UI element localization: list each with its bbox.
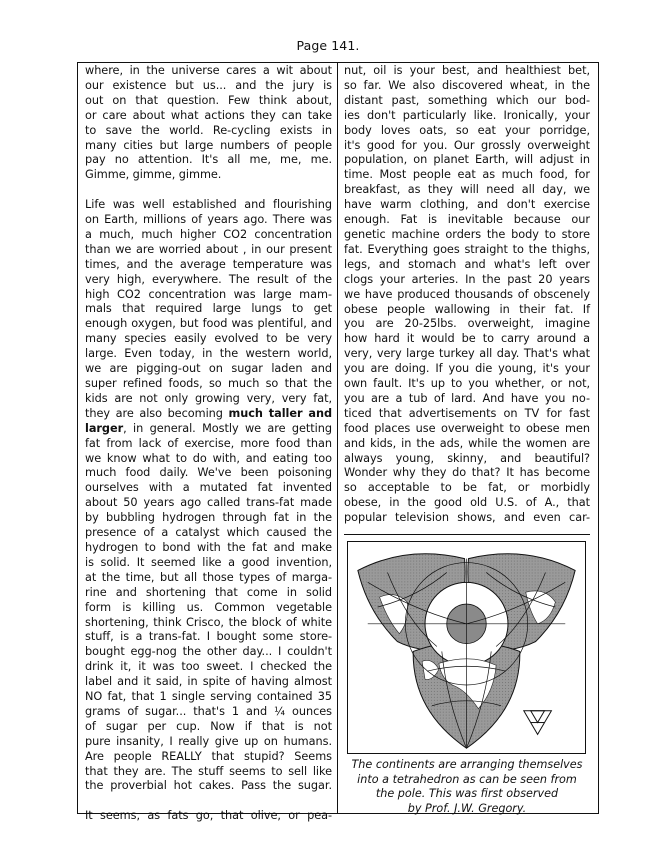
text-line: large. Even today, in the western world,	[85, 347, 332, 361]
text-line: you are 20-25lbs. overweight, imagine	[344, 317, 590, 331]
horizontal-rule	[344, 534, 590, 535]
two-column-text-frame	[77, 62, 599, 823]
text-line: breakfast, as they will need all day, we	[344, 183, 590, 197]
paragraph-gap	[85, 794, 332, 809]
text-line: It seems, as fats go, that olive, or pea-	[85, 809, 332, 823]
text-line: ourselves with a mutated fat invented	[85, 481, 332, 495]
text-fragment: they are also becoming	[85, 406, 229, 420]
text-line: distant past, something which our bod-	[344, 93, 590, 107]
text-line: label and it said, in spite of having almost	[85, 675, 332, 689]
text-line: presence of a catalyst which caused the	[85, 526, 332, 540]
text-line: we have produced thousands of obscenely	[344, 287, 590, 301]
text-line: a much, much higher CO2 concentration	[85, 227, 332, 241]
text-line: obese people wallowing in their fat. If	[344, 302, 590, 316]
text-line: is solid. It seemed like a good invention,	[85, 555, 332, 569]
text-line-with-emphasis	[85, 422, 332, 437]
text-line: at the time, but all those types of marga-	[85, 570, 332, 584]
text-line: super refined foods, so much so that the	[85, 377, 332, 391]
text-line: the proverbial hot cakes. Pass the sugar.	[85, 779, 332, 793]
text-line: Life was well established and flourishing	[85, 198, 332, 212]
text-line: shortening, think Crisco, the block of white	[85, 615, 332, 629]
text-line: time. Most people eat as much food, for	[344, 168, 590, 182]
text-line: bought egg-nog the other day... I couldn't	[85, 645, 332, 659]
text-line: that they are. The stuff seems to sell like	[85, 764, 332, 778]
text-line: Gimme, gimme, gimme.	[85, 168, 222, 182]
text-line: Wonder why they do that? It has become	[344, 466, 590, 480]
text-line: fat from lack of exercise, more food than	[85, 436, 332, 450]
text-line: how hard it would be to carry around a	[344, 332, 590, 346]
text-line: always young, skinny, and beautiful?	[344, 451, 590, 465]
text-line: much food daily. We've been poisoning	[85, 466, 332, 480]
text-line: mals that required large lungs to get	[85, 302, 332, 316]
text-line: NO fat, that 1 single serving contained 35	[85, 690, 332, 704]
tetrahedral-map-figure	[347, 541, 586, 754]
text-line: genetic machine orders the body to store	[344, 227, 590, 241]
text-line: we know what to do with, and eating too	[85, 451, 332, 465]
caption-line: The continents are arranging themselves	[351, 758, 583, 772]
paragraph	[85, 198, 332, 794]
text-line: high CO2 concentration was large mam-	[85, 287, 332, 301]
tetrahedral-world-map-icon	[348, 542, 585, 753]
text-line: we are pigging-out on sugar laden and	[85, 362, 332, 376]
right-column	[338, 63, 597, 813]
paragraph	[85, 64, 332, 183]
page-number: Page 141.	[296, 38, 360, 53]
text-line: than we are worried about , in our present	[85, 242, 332, 256]
text-line: pure insanity, I really give up on humans.	[85, 734, 332, 748]
left-column	[78, 63, 338, 823]
text-fragment: , in general. Mostly we are getting	[123, 421, 332, 435]
text-line: nut, oil is your best, and healthiest bet,	[344, 64, 590, 77]
text-line: hydrogen to bond with the fat and make	[85, 540, 332, 554]
text-line: where, in the universe cares a wit about	[85, 64, 332, 77]
text-line: very high, everywhere. The result of the	[85, 272, 332, 286]
text-line: and kids, in the ads, while the women are	[344, 436, 590, 450]
text-line: to save the world. Re-cycling exists in	[85, 123, 332, 137]
text-line: popular television shows, and even car-	[344, 511, 590, 525]
paragraph	[85, 809, 332, 824]
text-line: kids are not only growing very, very fat,	[85, 391, 332, 405]
text-line: times, and the average temperature was	[85, 257, 332, 271]
caption-line: the pole. This was first observed	[375, 787, 559, 801]
text-line: grams of sugar... that's 1 and ¼ ounces	[85, 704, 332, 718]
text-line: pay no attention. It's all me, me, me.	[85, 153, 332, 167]
text-line: drink it, it was too sweet. I checked the	[85, 660, 332, 674]
text-line: fat. Everything goes straight to the thighs,	[344, 242, 590, 256]
text-line: ticed that advertisements on TV for fast	[344, 406, 590, 420]
text-line: many species easily evolved to be very	[85, 332, 332, 346]
text-line: body loves oats, so eat your porridge,	[344, 123, 590, 137]
caption-line: into a tetrahedron as can be seen from	[357, 772, 577, 786]
text-line: stuff, is a trans-fat. I bought some store-	[85, 630, 332, 644]
text-line: so acceptable to be fat, or morbidly	[344, 481, 590, 495]
text-line: or care about what actions they can take	[85, 108, 332, 122]
text-line: form is killing us. Common vegetable	[85, 600, 332, 614]
text-line: clogs your arteries. In the past 20 years	[344, 272, 590, 286]
text-line: enough oxygen, but food was plentiful, and	[85, 317, 332, 331]
text-line: many cities but large numbers of people	[85, 138, 332, 152]
text-line: enough. Fat is inevitable because our	[344, 213, 590, 227]
figure-caption	[344, 758, 590, 816]
text-line: rine and shortening that come in solid	[85, 585, 332, 599]
paragraph	[344, 64, 590, 526]
text-line: population, on planet Earth, will adjust in	[344, 153, 590, 167]
paragraph-gap	[85, 183, 332, 198]
text-line: of sugar per cup. Now if that is not	[85, 719, 332, 733]
text-line: it's good for you. Our grossly overweight	[344, 138, 590, 152]
text-line: out on that question. Few think about,	[85, 93, 332, 107]
text-line: have warm clothing, and don't exercise	[344, 198, 590, 212]
text-line: you are doing. If you die young, it's your	[344, 362, 590, 376]
text-line: own fault. It's up to you whether, or not,	[344, 377, 590, 391]
text-line: about 50 years ago called trans-fat made	[85, 496, 332, 510]
text-line: our existence but us... and the jury is	[85, 78, 332, 92]
bold-emphasis: much taller and	[228, 406, 332, 420]
text-line: legs, and stomach and what's left over	[344, 257, 590, 271]
caption-line: by Prof. J.W. Gregory.	[407, 801, 527, 815]
text-line: on Earth, millions of years ago. There was	[85, 213, 332, 227]
text-line-with-emphasis	[85, 407, 332, 422]
text-line: obese, in the good old U.S. of A., that	[344, 496, 590, 510]
text-line: food places use overweight to obese men	[344, 421, 590, 435]
text-line: by bubbling hydrogen through fat in the	[85, 511, 332, 525]
text-line: so far. We also discovered wheat, in the	[344, 78, 590, 92]
bold-emphasis: larger	[85, 421, 124, 435]
text-line: Are people REALLY that stupid? Seems	[85, 749, 332, 763]
text-line: you are a tub of lard. And have you no-	[344, 391, 590, 405]
text-line: ies don't particularly like. Ironically, your	[344, 108, 590, 122]
text-line: very, very large turkey all day. That's what	[344, 347, 590, 361]
